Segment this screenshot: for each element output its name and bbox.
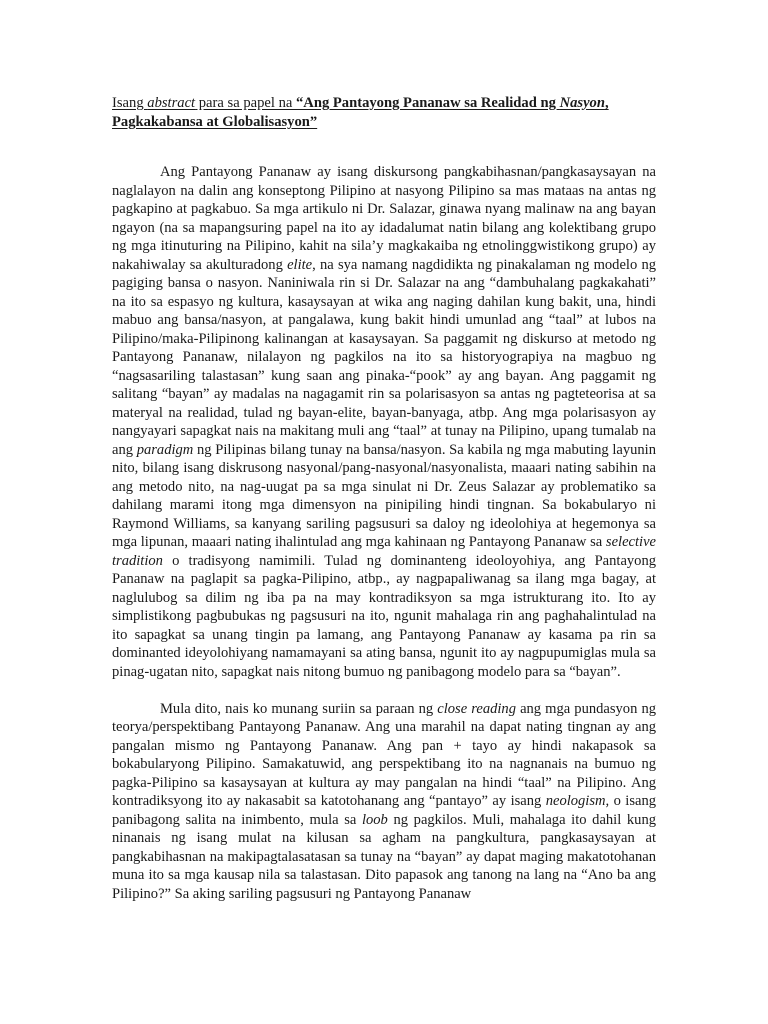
paragraph-2-text-3: o isang panibagong salita na inimbento, mula sa bbox=[112, 793, 656, 828]
paragraph-2-text-4: ng pagkilos. Muli, mahalaga ito dahil kung ninanais ng isang mulat na kilusan sa agham na pangkultura, pangkasaysayan at pangkabihasnan na makipagtalasatasan sa tunay na “bayan” ay dapat maging makatotohanan muna ito sa mga kausap nila sa talastasan. Dito papasok ang tanong na lang na “Ano ba ang Pilipino?” Sa aking sariling pagsusuri ng Pantayong Pananaw bbox=[112, 811, 656, 902]
close-reading-term: close reading bbox=[437, 700, 516, 717]
paragraph-2-text-2: ang mga pundasyon ng teorya/perspektibang Pantayong Pananaw. Ang una marahil na dapat nating tingnan ay ang pangalan mismo ng Pantayong Pananaw. Ang pan + tayo ay hindi nakapasok sa bokabularyong Pilipino. Samakatuwid, ang perspektibang ito na nagnanais na bumuo ng pagka-Pilipino sa kasaysayan at kultura ay may pangalan na hindi “taal” na Pilipino. Ang kontradiksyong ito ay nakasabit sa katotohanang ang “pantayo” ay isang bbox=[112, 700, 656, 809]
neologism-term: neologism, bbox=[545, 793, 610, 809]
paragraph-1-text-2: , na sya namang nagdidikta ng pinakalaman ng modelo ng pagiging bansa o nasyon. Naniniwala rin si Dr. Salazar na ang “dambuhalang pagkakahati” na ito sa espasyo ng kultura, kasaysayan at wika ang naging dahilan kung bakit, una, hindi mabuo ang bansa/nasyon, at pangalawa, kung bakit hindi umunlad ang “taal” at lubos na Pilipino/maka-Pilipinong kalinangan at kasaysayan. Sa paggamit ng diskurso at metodo ng Pantayong Pananaw, nilalayon ng pagkilos na ito sa historyograpiya na magbuo ng “nagsasariling talastasan” kung saan ang pinaka-“pook” ay ang bayan. Ang paggamit ng salitang “bayan” ay madalas na nagagamit rin sa polarisasyon sa antas ng pagteteorisa at sa materyal na realidad, tulad ng bayan-elite, bayan-banyaga, atbp. Ang mga polarisasyon ay nangyayari sapagkat nais na makitang muli ang “taal” at tunay na Pilipino, upang tumalab na ang bbox=[112, 256, 656, 458]
paragraph-2 bbox=[112, 700, 656, 904]
selective-tradition-term: selective tradition bbox=[112, 534, 656, 569]
title-abstract-word: abstract bbox=[147, 95, 196, 111]
paragraph-2-text-1: Mula dito, nais ko munang suriin sa paraan ng bbox=[160, 700, 438, 717]
elite-term: elite bbox=[287, 256, 313, 273]
title-quote-part-2: , Pagkakabansa at Globalisasyon” bbox=[112, 95, 609, 130]
title-nasyon-word: Nasyon bbox=[559, 95, 605, 111]
paragraph-1-text-4: o tradisyong namimili. Tulad ng dominanteng ideoloyohiya, ang Pantayong Pananaw na paglapit sa pagka-Pilipino, atbp., ay nagpapaliwanag sa ilang mga bagay, at naglulubog sa dilim ng iba pa na may kontradiksyon sa mga istrukturang ito. Ito ay simplistikong pagbubukas ng pagsusuri na ito, ngunit mahalaga rin ang paghahalintulad na ito sapagkat sa unang tingin pa lamang, ang Pantayong Pananaw ay kasama pa rin sa dominanted ideyolohiyang namamayani sa ating bansa, ngunit ito ay nagpupumiglas mula sa pinag-ugatan nito, sapagkat nais nitong bumuo ng panibagong modelo para sa “bayan”. bbox=[112, 552, 656, 680]
paragraph-1-text-1: Ang Pantayong Pananaw ay isang diskursong pangkabihasnan/pangkasaysayan na naglalayon na dalin ang konseptong Pilipino at nasyong Pilipino sa mas mataas na antas ng pagkapino at pagkabuo. Sa mga artikulo ni Dr. Salazar, ginawa nyang malinaw na ang bayan ngayon (na sa mapangsuring papel na ito ay idadalumat natin bilang ang kolektibang grupo ng mga itinuturing na Pilipino, kahit na sila’y magkakaiba ng etnolinggwistikong grupo) ay nakahiwalay sa akulturadong bbox=[112, 164, 656, 273]
document-body bbox=[112, 163, 656, 922]
paradigm-term: paradigm bbox=[136, 441, 194, 458]
paragraph-1-text-3: ng Pilipinas bilang tunay na bansa/nasyon. Sa kabila ng mga mabuting layunin nito, bilang isang diskrusong nasyonal/pang-nasyonal/nasyonalista, maaari nating sabihin na ang metodo nito, na nag-uugat pa sa mga sinulat ni Dr. Zeus Salazar ay problematiko sa dahilang marami itong mga dimensyon na pinipiling hindi tingnan. Sa bokabularyo ni Raymond Williams, sa kanyang sariling pagsusuri sa daloy ng ideolohiya at hegemonya sa mga lipunan, maaari nating ihalintulad ang mga kahinaan ng Pantayong Pananaw sa bbox=[112, 441, 656, 550]
loob-term: loob bbox=[361, 811, 388, 828]
title-prefix-1: Isang bbox=[112, 95, 148, 111]
paragraph-1 bbox=[112, 163, 656, 681]
title-quote-part-1: “Ang Pantayong Pananaw sa Realidad ng bbox=[296, 95, 560, 111]
document-title bbox=[112, 94, 662, 132]
title-prefix-2: para sa papel na bbox=[195, 95, 296, 111]
